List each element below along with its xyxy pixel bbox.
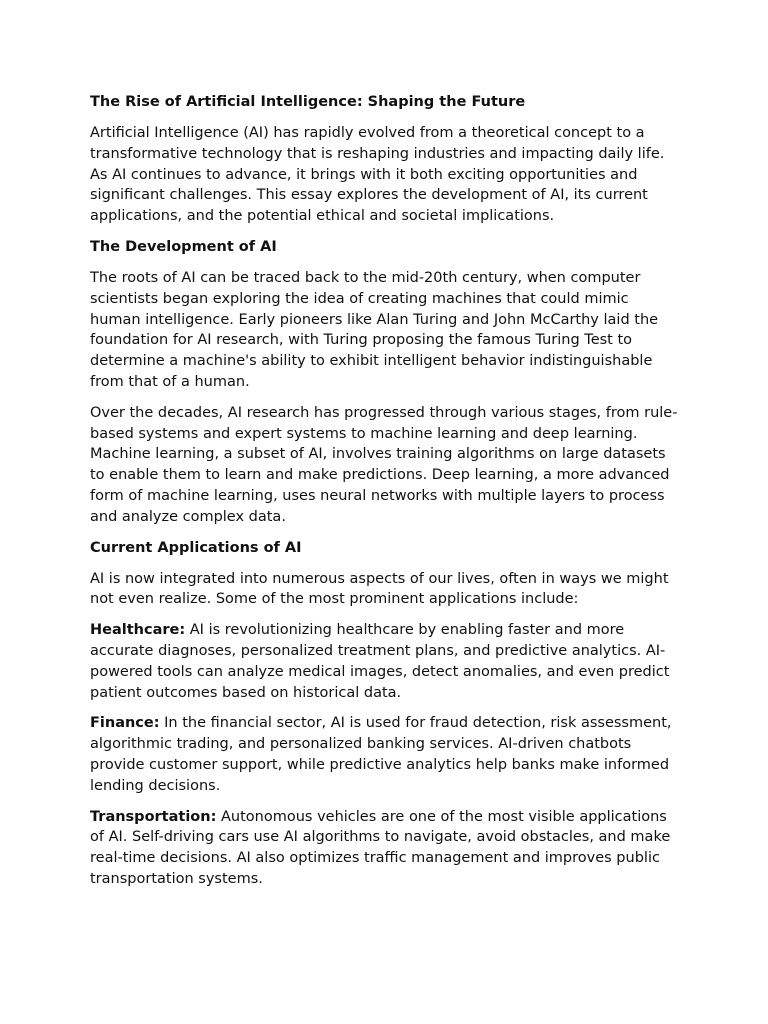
development-paragraph-1: The roots of AI can be traced back to the mid-20th century, when computer scientists began exploring the idea of creating machines that could mimic human intelligence. Early pioneers like Alan Turing and John McCarthy laid the foundation for AI research, with Turing proposing the famous Turing Test to determine a machine's ability to exhibit intelligent behavior indistinguishable from that of a human.: [90, 269, 659, 390]
intro-paragraph: Artificial Intelligence (AI) has rapidly evolved from a theoretical concept to a transformative technology that is reshaping industries and impacting daily life. As AI continues to advance, it brings with it both exciting opportunities and significant challenges. This essay explores the development of AI, its current applications, and the potential ethical and societal implications.: [90, 125, 665, 225]
document-page: [90, 92, 680, 900]
application-item-healthcare: [90, 620, 680, 703]
application-label: Transportation:: [90, 808, 217, 825]
application-item-finance: [90, 713, 680, 796]
application-text: Autonomous vehicles are one of the most visible applications of AI. Self-driving cars use AI algorithms to navigate, avoid obstacles, and make real-time decisions. AI also optimizes traffic management and improves public transportation systems.: [90, 808, 671, 887]
application-text: AI is revolutionizing healthcare by enabling faster and more accurate diagnoses, personalized treatment plans, and predictive analytics. AI-powered tools can analyze medical images, detect anomalies, and even predict patient outcomes based on historical data.: [90, 622, 670, 701]
application-label: Finance:: [90, 715, 160, 732]
development-paragraph-2: Over the decades, AI research has progressed through various stages, from rule-based systems and expert systems to machine learning and deep learning. Machine learning, a subset of AI, involves training algorithms on large datasets to enable them to learn and make predictions. Deep learning, a more advanced form of machine learning, uses neural networks with multiple layers to process and analyze complex data.: [90, 404, 678, 525]
section-heading-applications: Current Applications of AI: [90, 539, 302, 556]
section-heading-development: The Development of AI: [90, 238, 277, 255]
application-label: Healthcare:: [90, 622, 186, 639]
application-text: In the financial sector, AI is used for fraud detection, risk assessment, algorithmic trading, and personalized banking services. AI-driven chatbots provide customer support, while predictive analytics help banks make informed lending decisions.: [90, 715, 672, 794]
application-item-transportation: [90, 807, 680, 890]
applications-intro-paragraph: AI is now integrated into numerous aspects of our lives, often in ways we might not even realize. Some of the most prominent applications include:: [90, 570, 669, 608]
document-title: The Rise of Artificial Intelligence: Shaping the Future: [90, 94, 526, 110]
